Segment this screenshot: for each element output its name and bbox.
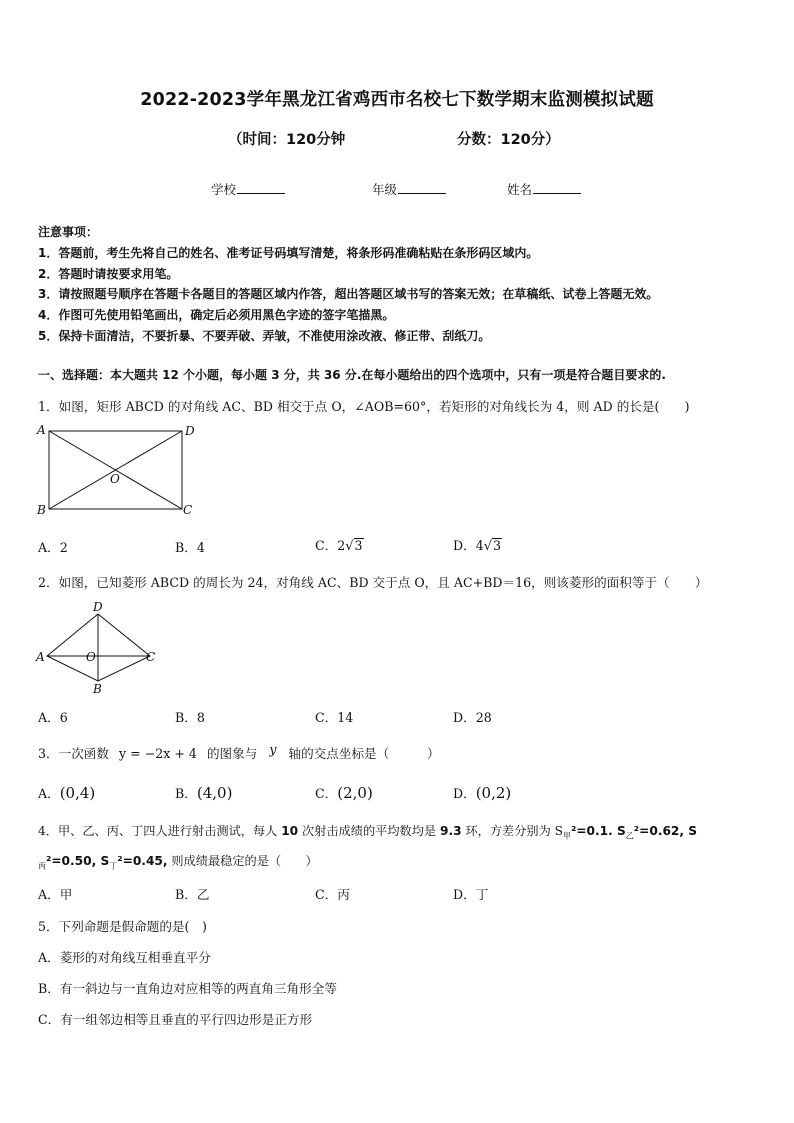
q2-option-d: D．28: [453, 710, 492, 725]
q3-mid: 的图象与: [206, 746, 258, 761]
q2-option-c: C．14: [315, 710, 354, 725]
q2-option-a: A．6: [38, 710, 68, 725]
q2-option-b: B．8: [175, 710, 205, 725]
exam-score: 分数：120分）: [457, 132, 560, 148]
notes-block: [38, 222, 658, 347]
q3-option-a-value: (0,4): [59, 784, 96, 802]
q3-option-b-label: B．: [175, 786, 197, 801]
sqrt-icon: √: [345, 539, 354, 554]
q4-variance-yi: ²=0.62, S: [633, 824, 698, 838]
q1-option-d: [453, 535, 502, 554]
q1-option-b: B．4: [175, 540, 205, 555]
label-b: B: [93, 682, 102, 696]
label-o: O: [86, 650, 96, 664]
q3-option-b: [175, 783, 232, 802]
q4-text: 则成绩最稳定的是（ ）: [167, 854, 318, 868]
q1-rectangle-figure: [34, 420, 204, 520]
name-blank: [533, 181, 581, 194]
label-c: C: [146, 650, 156, 664]
q1-option-c-text: C．2: [315, 538, 346, 553]
q4-sub-ding: 丁: [109, 861, 118, 871]
question-3-stem: [38, 743, 440, 762]
label-a: A: [37, 423, 46, 437]
school-blank: [237, 181, 285, 194]
question-2-stem: 2．如图，已知菱形 ABCD 的周长为 24，对角线 AC、BD 交于点 O，且 AC+BD＝16，则该菱形的面积等于（ ）: [38, 575, 708, 590]
school-field: [211, 180, 285, 198]
q1-option-d-text: D．4: [453, 538, 484, 553]
q3-y: y: [269, 742, 277, 757]
grade-field: [372, 180, 446, 198]
q3-option-c-value: (2,0): [337, 784, 373, 802]
q3-post: 轴的交点坐标是（ ）: [288, 746, 440, 761]
q4-sub-jia: 甲: [563, 831, 571, 841]
q3-pre: 3．一次函数: [38, 746, 109, 761]
q4-text: 环，方差分别为 S: [461, 824, 563, 838]
question-1-stem: 1．如图，矩形 ABCD 的对角线 AC、BD 相交于点 O，∠AOB=60°，若矩形的对角线长为 4，则 AD 的长是( ): [38, 399, 690, 414]
q4-text: 4．甲、乙、丙、丁四人进行射击测试，每人: [38, 824, 282, 838]
q3-formula: y = −2x + 4: [119, 746, 197, 761]
q4-option-b: B．乙: [175, 887, 210, 902]
q4-option-c: C．丙: [315, 887, 350, 902]
q4-variance-jia: ²=0.1. S: [571, 824, 626, 838]
grade-label: 年级: [372, 182, 398, 197]
notes-heading: 注意事项：: [38, 225, 99, 239]
q3-option-c: [315, 783, 373, 802]
q5-option-b: B．有一斜边与一直角边对应相等的两直角三角形全等: [38, 981, 337, 996]
label-d: D: [185, 424, 195, 438]
q4-option-a: A．甲: [38, 887, 73, 902]
label-o: O: [110, 472, 120, 486]
q3-option-d: [453, 783, 511, 802]
name-field: [507, 180, 581, 198]
exam-time: （时间：120分钟: [228, 132, 346, 148]
note-item: 4．作图可先使用铅笔画出，确定后必须用黑色字迹的签字笔描黑。: [38, 308, 395, 323]
q3-option-a: [38, 783, 95, 802]
note-item: 3．请按照题号顺序在答题卡各题目的答题区域内作答，超出答题区域书写的答案无效；在草稿纸、试卷上答题无效。: [38, 287, 659, 302]
question-4-line-1: [38, 822, 697, 841]
q2-rhombus-figure: [34, 598, 164, 698]
label-d: D: [93, 600, 103, 614]
sqrt-icon: √: [483, 539, 493, 554]
grade-blank: [398, 181, 446, 194]
section-heading: 一、选择题：本大题共 12 个小题，每小题 3 分，共 36 分.在每小题给出的四个选项中，只有一项是符合题目要求的.: [38, 368, 666, 382]
question-5-stem: 5．下列命题是假命题的是( ): [38, 919, 207, 934]
q1-option-a: A．2: [38, 540, 68, 555]
q1-option-c-radicand: 3: [354, 538, 363, 553]
label-c: C: [183, 503, 193, 517]
q4-count: 10: [281, 824, 299, 838]
q4-average: 9.3: [439, 824, 462, 838]
label-a: A: [36, 650, 45, 664]
q3-option-d-label: D．: [453, 786, 476, 801]
school-label: 学校: [211, 182, 237, 197]
q4-option-d: D．丁: [453, 887, 489, 902]
name-label: 姓名: [507, 182, 533, 197]
q3-option-c-label: C．: [315, 786, 338, 801]
q4-sub-bing: 丙: [38, 861, 46, 871]
page-title: 2022-2023学年黑龙江省鸡西市名校七下数学期末监测模拟试题: [140, 90, 654, 110]
q3-option-d-value: (0,2): [475, 784, 512, 802]
q1-option-d-radicand: 3: [493, 538, 502, 553]
note-item: 1．答题前，考生先将自己的姓名、准考证号码填写清楚，将条形码准确粘贴在条形码区域内。: [38, 245, 539, 260]
note-item: 2．答题时请按要求用笔。: [38, 266, 179, 281]
note-item: 5．保持卡面清洁，不要折暴、不要弄破、弄皱，不准使用涂改液、修正带、刮纸刀。: [38, 328, 491, 343]
q4-text: 次射击成绩的平均数均是: [298, 824, 440, 838]
q1-option-c: [315, 535, 364, 554]
q4-sub-yi: 乙: [625, 831, 634, 841]
q5-option-a: A．菱形的对角线互相垂直平分: [38, 950, 211, 965]
label-b: B: [37, 503, 46, 517]
q3-option-b-value: (4,0): [196, 784, 233, 802]
q4-variance-bing: ²=0.50, S: [46, 854, 110, 868]
q3-option-a-label: A．: [38, 786, 60, 801]
q4-variance-ding: ²=0.45,: [117, 854, 168, 868]
q5-option-c: C．有一组邻边相等且垂直的平行四边形是正方形: [38, 1012, 313, 1027]
question-4-line-2: [38, 852, 318, 871]
